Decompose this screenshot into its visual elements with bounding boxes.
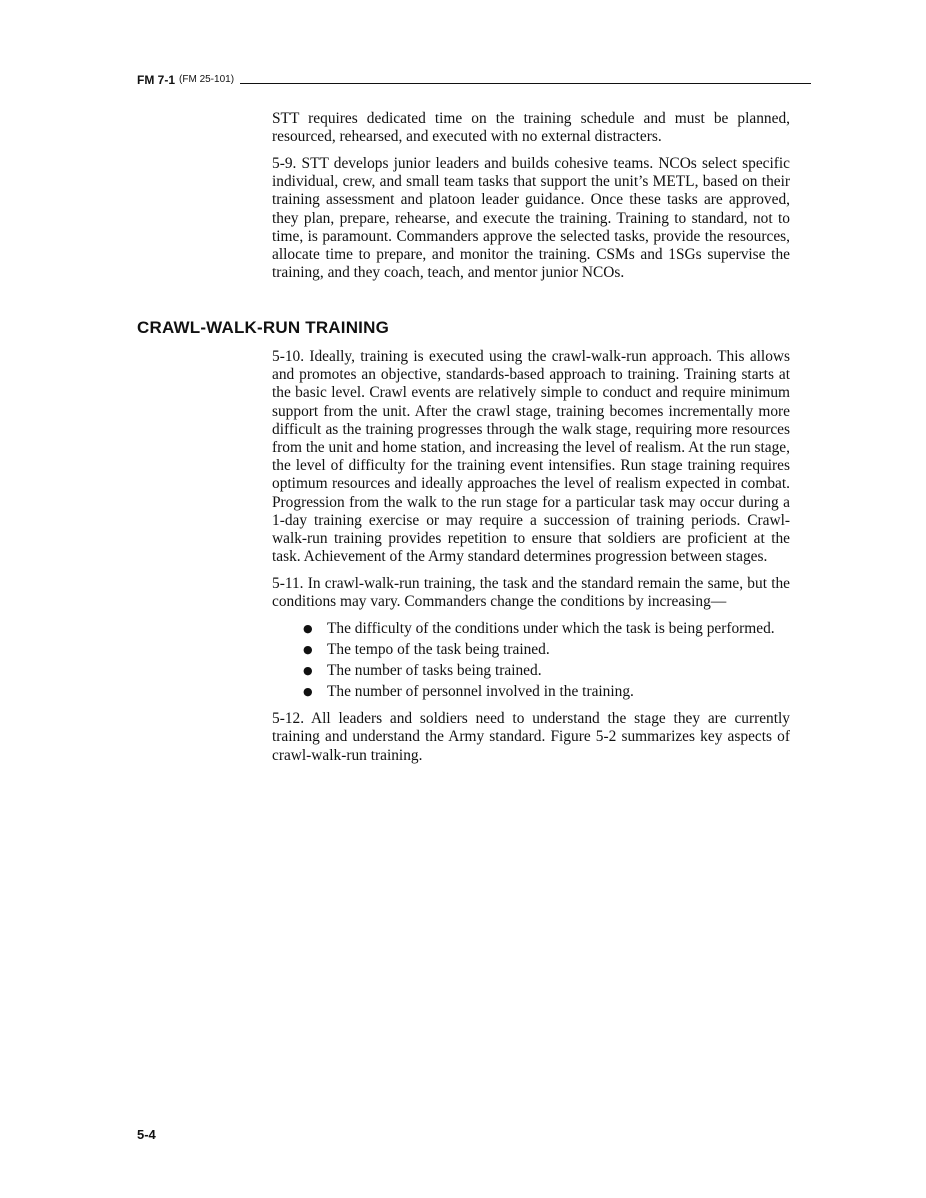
list-item-text: The number of personnel involved in the training.: [327, 683, 634, 701]
section-heading: CRAWL-WALK-RUN TRAINING: [137, 318, 390, 337]
bullet-icon: ●: [303, 685, 313, 699]
list-item: [272, 641, 790, 659]
list-item-text: The difficulty of the conditions under which the task is being performed.: [327, 619, 775, 637]
list-item-text: The tempo of the task being trained.: [327, 641, 550, 659]
paragraph-5-9: 5-9. STT develops junior leaders and builds cohesive teams. NCOs select specific individual, crew, and small team tasks that support the unit’s METL, based on their training assessment and platoon leader guidance. Once these tasks are approved, they plan, prepare, rehearse, and execute the training. Training to standard, not to time, is paramount. Commanders approve the selected tasks, provide the resources, allocate time to prepare, and monitor the training. CSMs and 1SGs supervise the training, and they coach, teach, and mentor junior NCOs.: [272, 154, 790, 282]
list-item: [272, 683, 790, 701]
list-item: [272, 620, 790, 638]
top-text-block: [272, 110, 790, 291]
list-item: [272, 662, 790, 680]
bullet-icon: ●: [303, 621, 313, 635]
bullet-icon: ●: [303, 643, 313, 657]
running-header: [137, 73, 811, 87]
paragraph-5-11: 5-11. In crawl-walk-run training, the task and the standard remain the same, but the conditions may vary. Commanders change the conditions by increasing—: [272, 574, 790, 611]
paragraph-5-10: 5-10. Ideally, training is executed using the crawl-walk-run approach. This allows and promotes an objective, standards-based approach to training. Training starts at the basic level. Crawl events are relatively simple to conduct and require minimum support from the unit. After the crawl stage, training becomes incrementally more difficult as the training progresses through the walk stage, requiring more resources from the unit and home station, and increasing the level of realism. At the run stage, the level of difficulty for the training event intensifies. Run stage training requires optimum resources and ideally approaches the level of realism expected in combat. Progression from the walk to the run stage for a particular task may occur during a 1-day training exercise or may require a succession of training periods. Crawl-walk-run training provides repetition to ensure that soldiers are proficient at the task. Achievement of the Army standard determines progression between stages.: [272, 348, 790, 566]
header-doc-id: FM 7-1: [137, 73, 176, 87]
page-number: 5-4: [137, 1127, 156, 1142]
header-doc-alt-id: (FM 25-101): [179, 74, 235, 85]
paragraph-5-12: 5-12. All leaders and soldiers need to understand the stage they are currently training and understand the Army standard. Figure 5-2 summarizes key aspects of crawl-walk-run training.: [272, 710, 790, 764]
list-item-text: The number of tasks being trained.: [327, 662, 542, 680]
paragraph-stt-continued: STT requires dedicated time on the training schedule and must be planned, resourced, rehearsed, and executed with no external distracters.: [272, 110, 790, 146]
header-rule: [240, 83, 811, 84]
conditions-list: [272, 620, 790, 702]
bullet-icon: ●: [303, 664, 313, 678]
section-text-block: [272, 348, 790, 773]
